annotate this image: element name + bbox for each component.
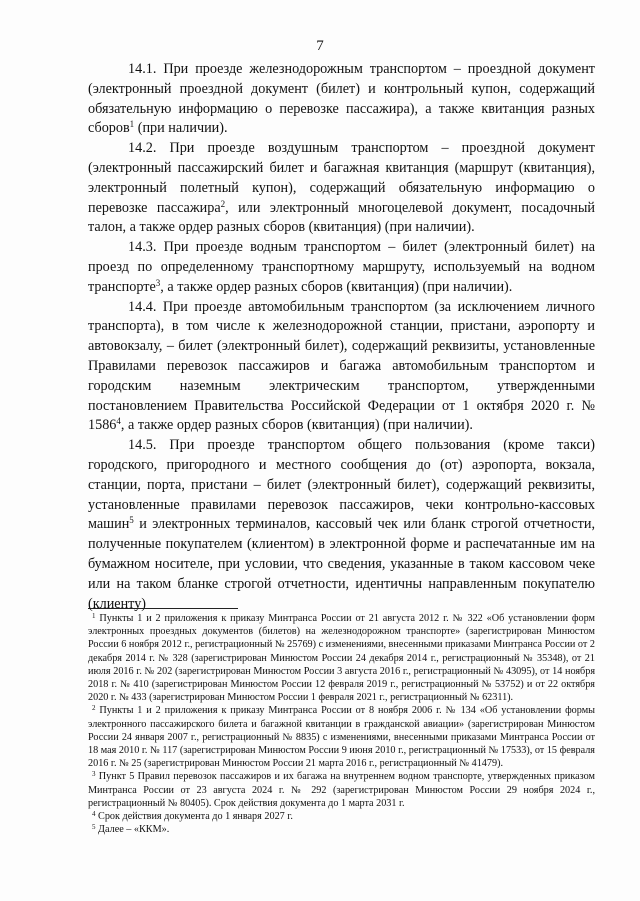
footnote-1 <box>88 612 595 704</box>
footnote-marker: 5 <box>92 823 96 832</box>
footnote-marker: 2 <box>92 704 96 713</box>
text-run: Срок действия документа до 1 января 2027 г. <box>95 811 293 823</box>
footnote-marker: 5 <box>129 515 134 526</box>
paragraph-14-4 <box>88 298 595 437</box>
footnote-marker: 3 <box>92 770 96 779</box>
footnote-5 <box>88 823 595 836</box>
footnote-2 <box>88 704 595 770</box>
text-run: 14.2. При проезде воздушным транспортом – проездной документ (электронный пассажирский билет и багажная квитанция (маршрут (квитанция), электронный полетный купон), содержащий обязательную информацию о перевозке пассажира <box>88 140 595 216</box>
text-run: , а также ордер разных сборов (квитанция) (при наличии). <box>160 278 513 295</box>
page-number: 7 <box>316 38 324 54</box>
text-run: , или электронный многоцелевой документ, посадочный талон, а также ордер разных сборов (квитанция) (при наличии). <box>88 199 595 236</box>
text-run: 14.5. При проезде транспортом общего пользования (кроме такси) городского, пригородного и местного сообщения до (от) аэропорта, вокзала, станции, порта, пристани – билет (электронный билет), содержащий реквизиты, установленные правилами перевозок пассажиров, чеки контрольно-кассовых машин <box>88 437 595 533</box>
footnote-3 <box>88 770 595 810</box>
text-run: 14.3. При проезде водным транспортом – билет (электронный билет) на проезд по определенному транспортному маршруту, используемый на водном транспорте <box>88 239 595 295</box>
text-run: 14.4. При проезде автомобильным транспортом (за исключением личного транспорта), в том числе к железнодорожной станции, пристани, аэропорту и автовокзалу, – билет (электронный билет), содержащий реквизиты, установленные Правилами перевозок пассажиров и багажа автомобильным транспортом и городским наземным электрическим транспортом, утвержденными постановлением Правительства Российской Федерации от 1 октября 2020 г. № 1586 <box>88 298 595 434</box>
paragraph-14-1 <box>88 60 595 139</box>
footnote-marker: 2 <box>220 198 226 209</box>
footnote-marker: 3 <box>155 277 161 288</box>
footnote-marker: 4 <box>116 416 121 427</box>
text-run: , а также ордер разных сборов (квитанция) (при наличии). <box>120 417 473 434</box>
footnote-separator <box>88 608 238 609</box>
footnotes <box>88 612 595 836</box>
paragraph-14-3 <box>88 238 595 297</box>
footnote-4 <box>88 810 595 823</box>
text-run: Далее – «ККМ». <box>95 824 170 836</box>
text-run: Пункты 1 и 2 приложения к приказу Минтранса России от 21 августа 2012 г. № 322 «Об установлении форм электронных проездных документов (билетов) на железнодорожном транспорте» (зарегистрирован Минюстом России 6 ноября 2012 г., регистрационный № 25769) с изменениями, внесенными приказами Минтранса России от 2 декабря 2014 г. № 328 (зарегистрирован Минюстом России 24 декабря 2014 г., регистрационный № 35348), от 21 июля 2016 г. № 202 (зарегистрирован Минюстом России 3 августа 2016 г., регистрационный № 43095), от 14 ноября 2018 г. № 410 (зарегистрирован Минюстом России 12 февраля 2019 г., регистрационный № 53752) и от 22 октября 2020 г. № 433 (зарегистрирован Минюстом России 1 февраля 2021 г., регистрационный № 62311). <box>88 613 595 704</box>
text-run: 14.1. При проезде железнодорожным транспортом – проездной документ (электронный проездной документ (билет) и контрольный купон, содержащий обязательную информацию о перевозке пассажира), а также квитанция разных сборов <box>88 61 595 137</box>
text-run: Пункты 1 и 2 приложения к приказу Минтранса России от 8 ноября 2006 г. № 134 «Об установлении формы электронного пассажирского билета и багажной квитанции в гражданской авиации» (зарегистрирован Минюстом России 24 января 2007 г., регистрационный № 8835) с изменениями, внесенными приказами Минтранса России от 18 мая 2010 г. № 117 (зарегистрирован Минюстом России 9 июня 2010 г., регистрационный № 17533), от 15 февраля 2016 г. № 25 (зарегистрирован Минюстом России 21 марта 2016 г., регистрационный № 41479). <box>88 705 595 770</box>
text-run: и электронных терминалов, кассовый чек или бланк строгой отчетности, полученные покупателем (клиентом) в электронной форме и распечатанные им на бумажном носителе, при условии, что сведения, указанные в таком кассовом чеке или на таком бланке строгой отчетности, идентичны направленным покупателю (клиенту) <box>88 516 595 612</box>
body-text <box>88 60 595 614</box>
text-run: (при наличии). <box>134 120 228 137</box>
footnote-marker: 1 <box>92 612 96 620</box>
footnote-marker: 4 <box>92 810 96 819</box>
paragraph-14-5 <box>88 436 595 614</box>
footnote-marker: 1 <box>129 119 135 130</box>
text-run: Пункт 5 Правил перевозок пассажиров и их багажа на внутреннем водном транспорте, утвержденных приказом Минтранса России от 23 августа 2024 г. № 292 (зарегистрирован Минюстом России 29 ноября 2024 г., регистрационный № 80405). Срок действия документа до 1 марта 2031 г. <box>88 771 595 809</box>
paragraph-14-2 <box>88 139 595 238</box>
